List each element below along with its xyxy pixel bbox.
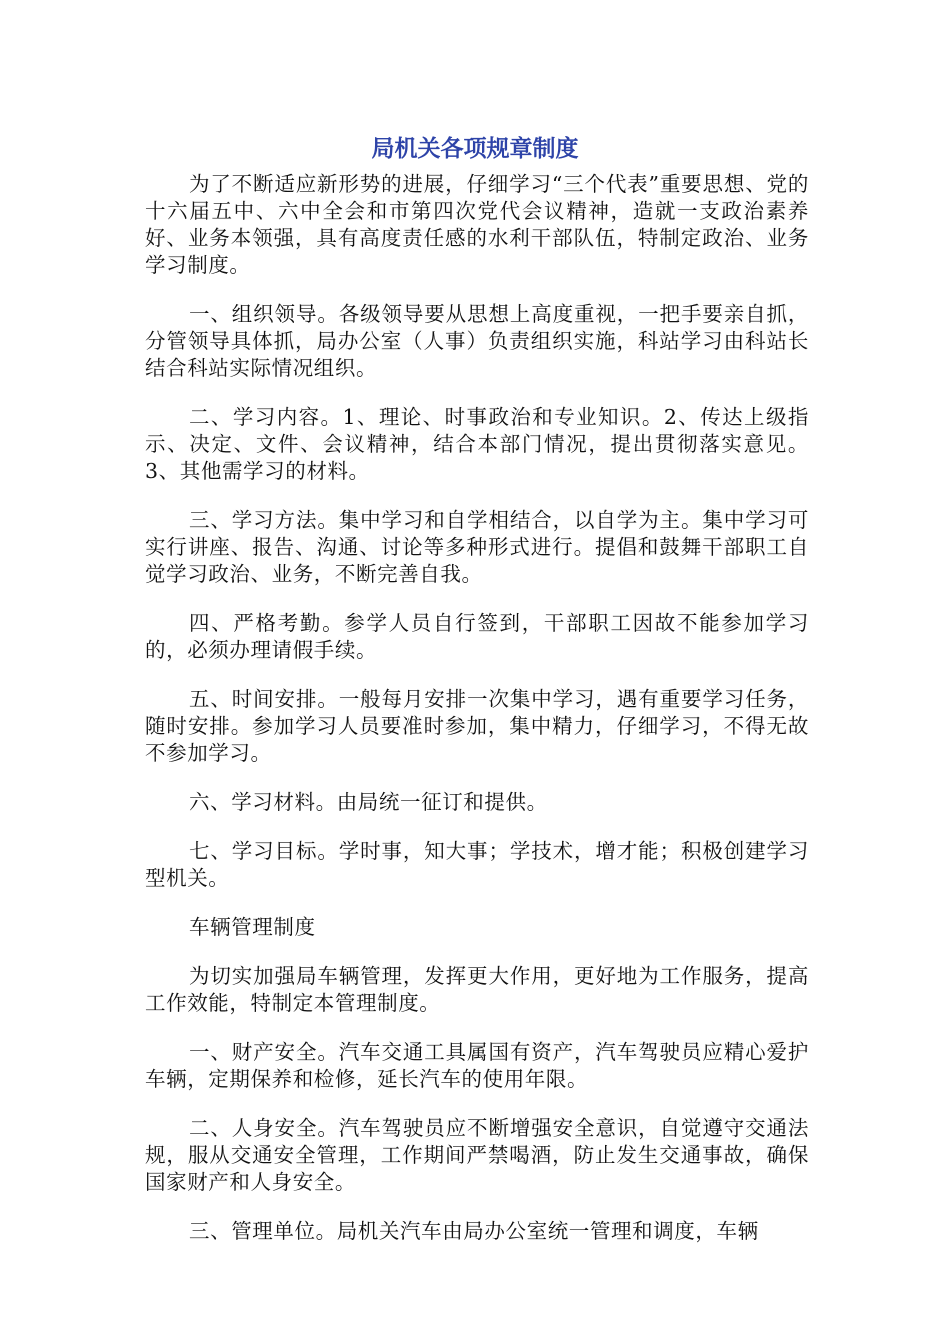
paragraph-goals: 七、学习目标。学时事，知大事；学技术，增才能；积极创建学习型机关。 bbox=[145, 839, 809, 890]
paragraph-personal-safety: 二、人身安全。汽车驾驶员应不断增强安全意识，自觉遵守交通法规，服从交通安全管理，工作期间严禁喝酒，防止发生交通事故，确保国家财产和人身安全。 bbox=[145, 1116, 809, 1194]
paragraph-method: 三、学习方法。集中学习和自学相结合，以自学为主。集中学习可实行讲座、报告、沟通、讨论等多种形式进行。提倡和鼓舞干部职工自觉学习政治、业务，不断完善自我。 bbox=[145, 508, 809, 586]
section-heading-vehicle-management: 车辆管理制度 bbox=[189, 915, 316, 939]
paragraph-materials: 六、学习材料。由局统一征订和提供。 bbox=[189, 790, 548, 814]
document-body bbox=[145, 171, 809, 1267]
document-title: 局机关各项规章制度 bbox=[371, 136, 579, 162]
paragraph-content: 二、学习内容。1、理论、时事政治和专业知识。2、传达上级指示、决定、文件、会议精神，结合本部门情况，提出贯彻落实意见。3、其他需学习的材料。 bbox=[145, 405, 809, 483]
paragraph-organization: 一、组织领导。各级领导要从思想上高度重视，一把手要亲自抓，分管领导具体抓，局办公室（人事）负责组织实施，科站学习由科站长结合科站实际情况组织。 bbox=[145, 302, 809, 380]
paragraph-attendance: 四、严格考勤。参学人员自行签到，干部职工因故不能参加学习的，必须办理请假手续。 bbox=[145, 611, 809, 662]
paragraph-schedule: 五、时间安排。一般每月安排一次集中学习，遇有重要学习任务，随时安排。参加学习人员要准时参加，集中精力，仔细学习，不得无故不参加学习。 bbox=[145, 687, 809, 765]
paragraph-intro: 为了不断适应新形势的进展，仔细学习“三个代表”重要思想、党的十六届五中、六中全会和市第四次党代会议精神，造就一支政治素养好、业务本领强，具有高度责任感的水利干部队伍，特制定政治、业务学习制度。 bbox=[145, 172, 809, 277]
paragraph-vehicle-intro: 为切实加强局车辆管理，发挥更大作用，更好地为工作服务，提高工作效能，特制定本管理制度。 bbox=[145, 964, 809, 1015]
paragraph-property-safety: 一、财产安全。汽车交通工具属国有资产，汽车驾驶员应精心爱护车辆，定期保养和检修，延长汽车的使用年限。 bbox=[145, 1040, 809, 1091]
paragraph-management-unit: 三、管理单位。局机关汽车由局办公室统一管理和调度，车辆 bbox=[189, 1219, 759, 1243]
